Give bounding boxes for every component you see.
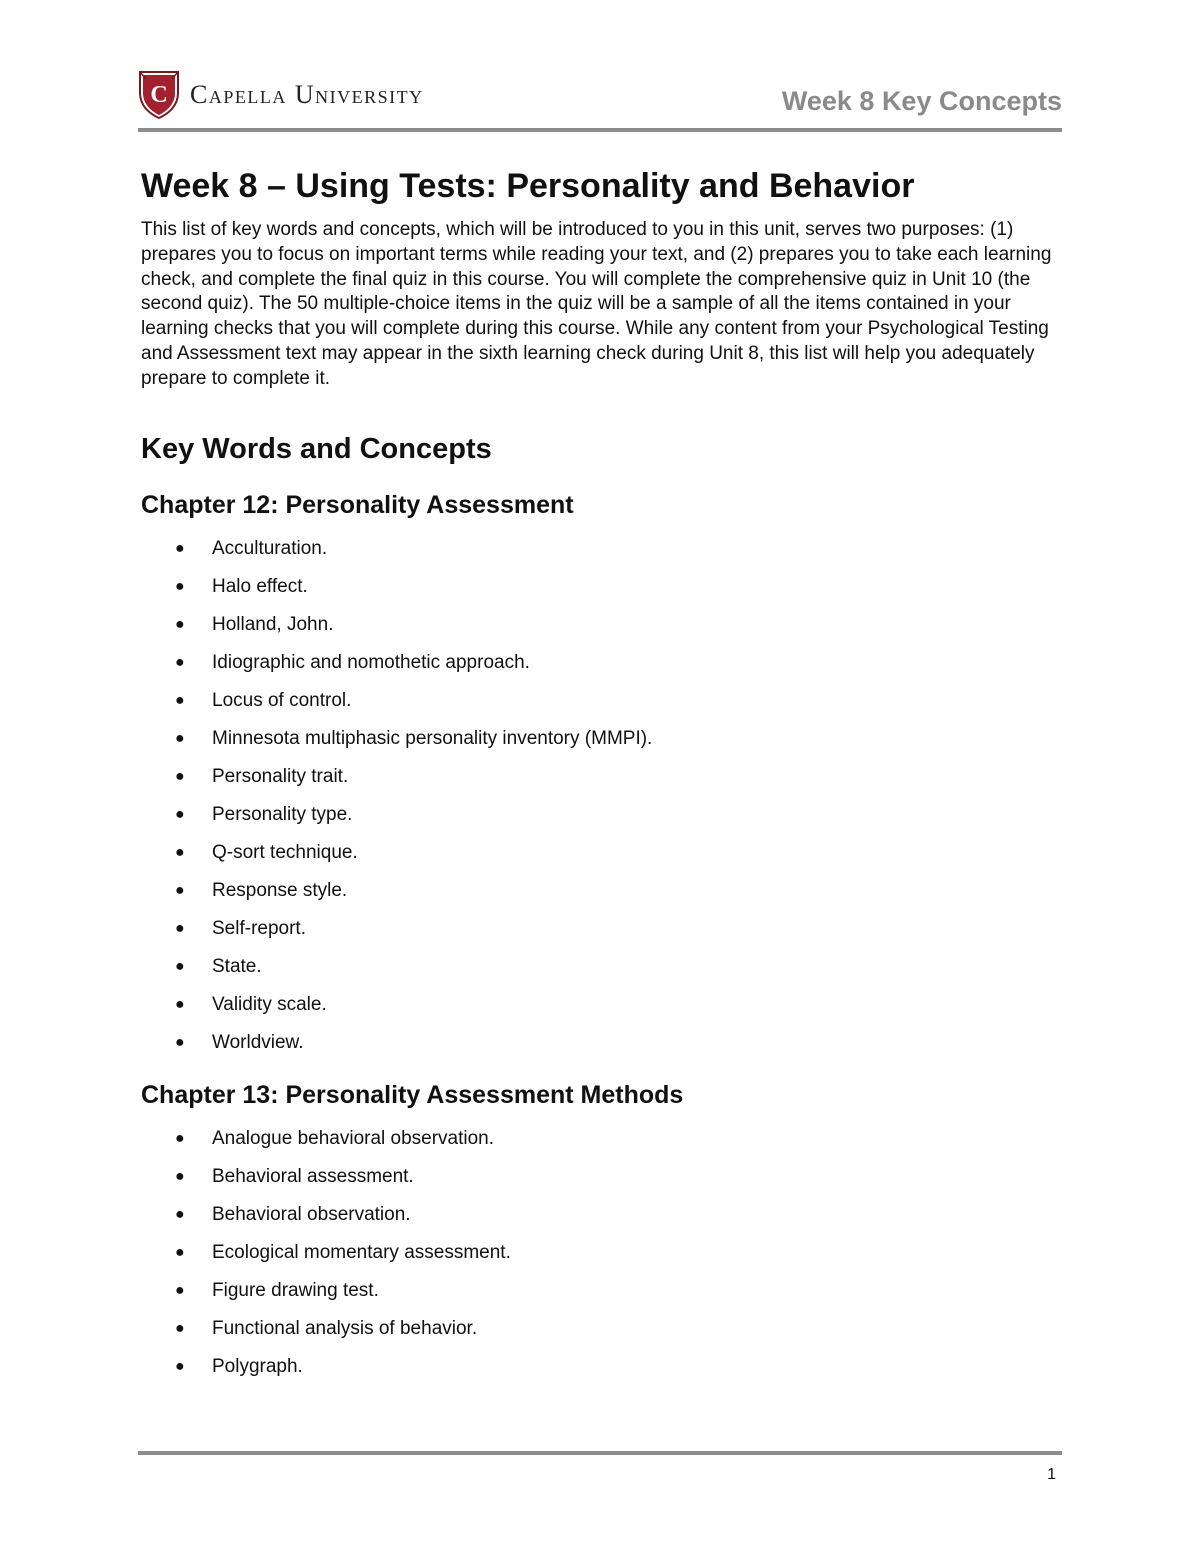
list-item <box>141 1158 1061 1196</box>
list-item-text: Analogue behavioral observation. <box>212 1127 495 1149</box>
logo-wordmark: Capella University <box>190 80 424 109</box>
bullet-icon: ● <box>175 767 185 785</box>
bullet-icon: ● <box>175 805 185 823</box>
list-item-text: Acculturation. <box>212 537 328 559</box>
list-item <box>141 910 1061 948</box>
capella-logo <box>138 66 424 122</box>
header-title: Week 8 Key Concepts <box>781 86 1062 116</box>
list-item-text: Polygraph. <box>212 1355 303 1377</box>
list-item-text: Response style. <box>212 879 348 901</box>
footer-divider <box>138 1451 1062 1455</box>
bullet-icon: ● <box>175 1167 185 1185</box>
list-item <box>141 682 1061 720</box>
list-item-text: Behavioral observation. <box>212 1203 411 1225</box>
list-item <box>141 568 1061 606</box>
list-item-text: Personality trait. <box>212 765 349 787</box>
list-item-text: Personality type. <box>212 803 353 825</box>
list-item-text: Functional analysis of behavior. <box>212 1317 478 1339</box>
list-item <box>141 986 1061 1024</box>
bullet-icon: ● <box>175 653 185 671</box>
list-item <box>141 644 1061 682</box>
list-item <box>141 1348 1061 1386</box>
key-words-heading: Key Words and Concepts <box>141 432 492 465</box>
list-item-text: Ecological momentary assessment. <box>212 1241 511 1263</box>
chapter-12-list <box>141 530 1061 1062</box>
capella-shield-icon <box>138 69 180 119</box>
list-item <box>141 1310 1061 1348</box>
bullet-icon: ● <box>175 881 185 899</box>
bullet-icon: ● <box>175 919 185 937</box>
bullet-icon: ● <box>175 843 185 861</box>
header-divider <box>138 128 1062 132</box>
list-item <box>141 872 1061 910</box>
list-item-text: Idiographic and nomothetic approach. <box>212 651 530 673</box>
page-header <box>138 66 1062 132</box>
list-item-text: Figure drawing test. <box>212 1279 379 1301</box>
list-item <box>141 530 1061 568</box>
chapter-13-heading: Chapter 13: Personality Assessment Methods <box>141 1080 684 1109</box>
bullet-icon: ● <box>175 1033 185 1051</box>
bullet-icon: ● <box>175 957 185 975</box>
list-item <box>141 834 1061 872</box>
list-item <box>141 758 1061 796</box>
bullet-icon: ● <box>175 995 185 1013</box>
list-item-text: Validity scale. <box>212 993 327 1015</box>
bullet-icon: ● <box>175 1281 185 1299</box>
bullet-icon: ● <box>175 691 185 709</box>
bullet-icon: ● <box>175 577 185 595</box>
svg-text:C: C <box>150 82 168 108</box>
intro-paragraph: This list of key words and concepts, which will be introduced to you in this unit, serves two purposes: (1) prepares you to focus on important terms while reading your text, and (2) prepares you to take each learning check, and complete the final quiz in this course. You will complete the comprehensive quiz in Unit 10 (the second quiz). The 50 multiple-choice items in the quiz will be a sample of all the items contained in your learning checks that you will complete during this course. While any content from your Psychological Testing and Assessment text may appear in the sixth learning check during Unit 8, this list will help you adequately prepare to complete it. <box>141 219 1052 389</box>
bullet-icon: ● <box>175 615 185 633</box>
list-item <box>141 720 1061 758</box>
list-item-text: Behavioral assessment. <box>212 1165 414 1187</box>
list-item <box>141 1120 1061 1158</box>
bullet-icon: ● <box>175 729 185 747</box>
list-item-text: Minnesota multiphasic personality inventory (MMPI). <box>212 727 653 749</box>
chapter-12-heading: Chapter 12: Personality Assessment <box>141 490 574 519</box>
list-item <box>141 606 1061 644</box>
bullet-icon: ● <box>175 1243 185 1261</box>
list-item <box>141 1234 1061 1272</box>
list-item <box>141 948 1061 986</box>
bullet-icon: ● <box>175 1129 185 1147</box>
list-item-text: Locus of control. <box>212 689 352 711</box>
list-item <box>141 796 1061 834</box>
list-item-text: State. <box>212 955 262 977</box>
bullet-icon: ● <box>175 1319 185 1337</box>
list-item-text: Halo effect. <box>212 575 308 597</box>
page-title: Week 8 – Using Tests: Personality and Behavior <box>141 167 915 205</box>
list-item-text: Worldview. <box>212 1031 304 1053</box>
list-item-text: Holland, John. <box>212 613 334 635</box>
chapter-13-list <box>141 1120 1061 1386</box>
bullet-icon: ● <box>175 1357 185 1375</box>
list-item <box>141 1196 1061 1234</box>
list-item-text: Q-sort technique. <box>212 841 358 863</box>
list-item-text: Self-report. <box>212 917 306 939</box>
list-item <box>141 1272 1061 1310</box>
document-body <box>141 166 1061 1386</box>
bullet-icon: ● <box>175 539 185 557</box>
page-number: 1 <box>1047 1466 1056 1483</box>
list-item <box>141 1024 1061 1062</box>
bullet-icon: ● <box>175 1205 185 1223</box>
